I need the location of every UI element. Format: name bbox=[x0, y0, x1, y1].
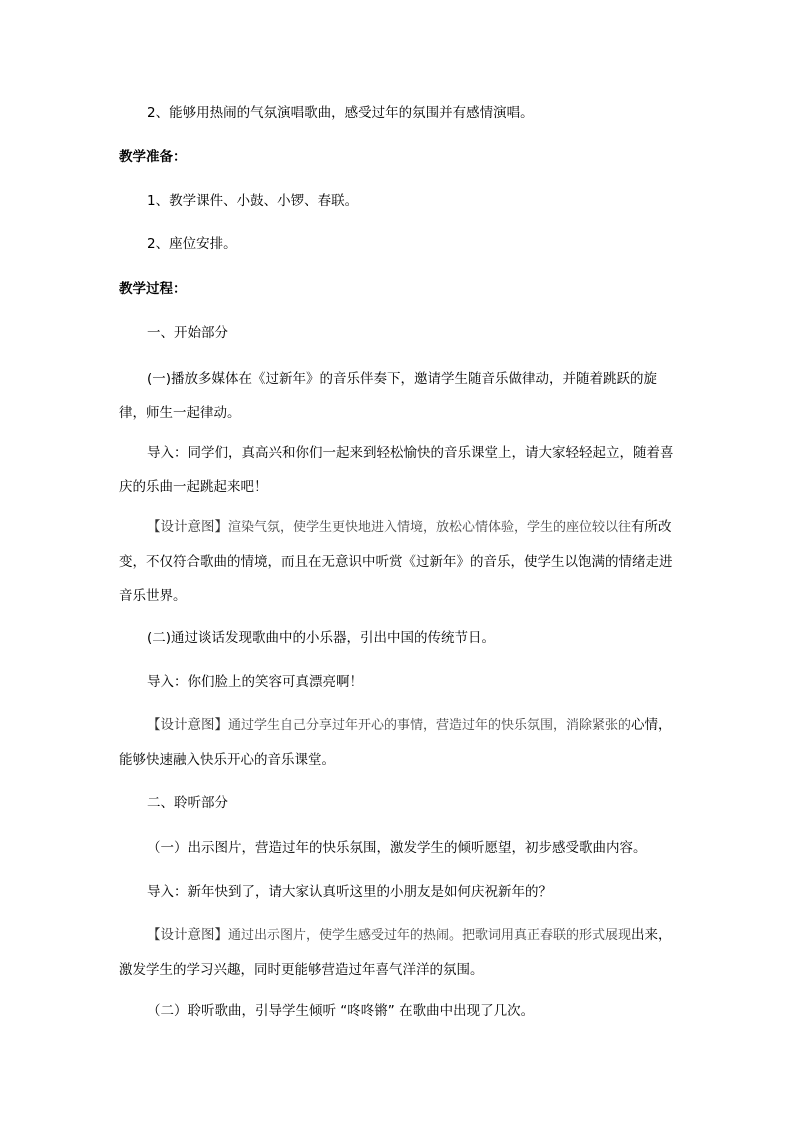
design-intent-1 bbox=[119, 510, 679, 613]
part1-title: 一、开始部分 bbox=[147, 325, 228, 341]
goal-item-2: 2、能够用热闹的气氛演唱歌曲，感受过年的氛围并有感情演唱。 bbox=[147, 105, 534, 121]
preparation-item-1: 1、教学课件、小鼓、小锣、春联。 bbox=[147, 193, 359, 209]
part1-intro-2: 导入：你们脸上的笑容可真漂亮啊！ bbox=[147, 674, 363, 690]
design-intent-2 bbox=[119, 708, 679, 777]
design-intent-label: 【设计意图】 bbox=[147, 927, 228, 943]
part2-item-1: （一）出示图片，营造过年的快乐氛围，激发学生的倾听愿望，初步感受歌曲内容。 bbox=[147, 840, 647, 856]
design-intent-3 bbox=[119, 918, 679, 987]
design-intent-continuation: 出来，激发学生的学习兴趣，同时更能够营造过年喜气洋洋的氛围。 bbox=[119, 927, 672, 978]
design-intent-text: 通过出示图片，使学生感受过年的热闹。把歌词用真正春联的形式展现 bbox=[228, 928, 632, 943]
part1-item-1: (一)播放多媒体在《过新年》的音乐伴奏下，邀请学生随音乐做律动，并随着跳跃的旋律，师生一起律动。 bbox=[119, 371, 658, 421]
process-heading: 教学过程： bbox=[119, 281, 187, 297]
part2-title: 二、聆听部分 bbox=[147, 795, 228, 811]
design-intent-label: 【设计意图】 bbox=[147, 519, 228, 535]
part1-item-2: (二)通过谈话发现歌曲中的小乐器，引出中国的传统节日。 bbox=[147, 630, 496, 646]
design-intent-continuation: 有所改变，不仅符合歌曲的情境，而且在无意识中听赏《过新年》的音乐，使学生以饱满的情绪走进音乐世界。 bbox=[119, 519, 673, 604]
preparation-item-2: 2、座位安排。 bbox=[147, 236, 237, 252]
part1-intro-1: 导入：同学们，真高兴和你们一起来到轻松愉快的音乐课堂上，请大家轻轻起立，随着喜庆的乐曲一起跳起来吧！ bbox=[119, 445, 674, 495]
part2-intro-1: 导入：新年快到了，请大家认真听这里的小朋友是如何庆祝新年的？ bbox=[147, 884, 552, 900]
design-intent-text: 通过学生自己分享过年开心的事情，营造过年的快乐氛围，消除紧张的 bbox=[228, 718, 632, 733]
design-intent-text: 渲染气氛，使学生更快地进入情境，放松心情体验，学生的座位较以往 bbox=[228, 520, 632, 535]
design-intent-continuation: 心情，能够快速融入快乐开心的音乐课堂。 bbox=[119, 717, 672, 768]
part2-item-2: （二）聆听歌曲，引导学生倾听 “咚咚锵” 在歌曲中出现了几次。 bbox=[147, 1003, 535, 1019]
preparation-heading: 教学准备： bbox=[119, 149, 187, 165]
design-intent-label: 【设计意图】 bbox=[147, 717, 228, 733]
